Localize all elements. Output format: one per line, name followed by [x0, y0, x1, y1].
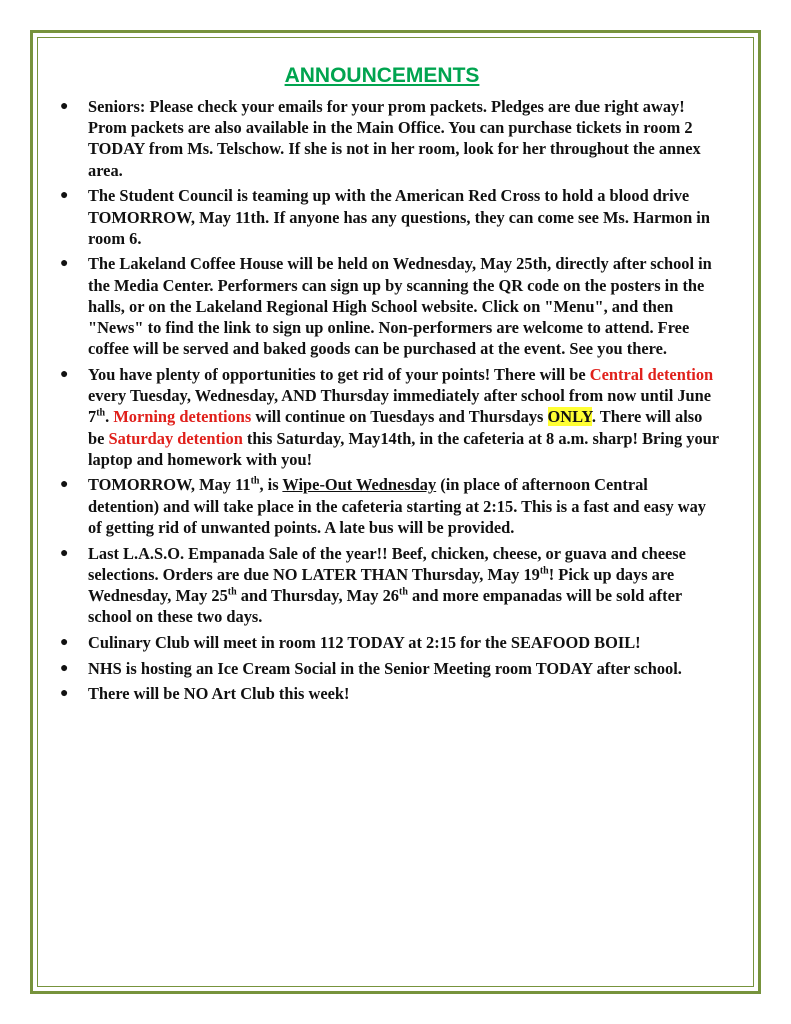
announcement-text: The Lakeland Coffee House will be held on Wednesday, May 25th, directly after school in the Media Center. Performers can sign up by scanning the QR code on the posters in the halls, or on the Lakeland Regional High School website. Click on "Menu", and then "News" to find the link to sign up online. Non-performers are welcome to attend. Free coffee will be served and baked goods can be purchased at the event. See you there. — [88, 254, 712, 359]
announcement-text: Seniors: Please check your emails for your prom packets. Pledges are due right away! Prom packets are also available in the Main Office. You can purchase tickets in room 2 TODAY from Ms. Telschow. If she is not in her room, look for her throughout the annex area. — [88, 97, 701, 180]
announcement-wipeout — [60, 474, 720, 538]
announcement-coffee-house — [60, 253, 720, 359]
announcement-text: Culinary Club will meet in room 112 TODAY at 2:15 for the SEAFOOD BOIL! — [88, 632, 641, 652]
wipeout-wednesday-underline: Wipe-Out Wednesday — [282, 475, 437, 495]
announcement-text: There will be NO Art Club this week! — [88, 684, 350, 704]
text-segment: Last L.A.S.O. Empanada Sale of the year!! Beef, chicken, cheese, or guava and cheese selections. Orders are due NO LATER THAN Thursday, May 19 — [88, 543, 686, 584]
text-segment: will continue on Tuesdays and Thursdays — [251, 407, 548, 427]
text-segment: ! Pick up days are Wednesday, May 25 — [88, 564, 675, 605]
text-segment: (in place of afternoon Central detention) and will take place in the cafeteria starting at 2:15. This is a fast and easy way of getting rid of unwanted points. A late bus will be provided. — [88, 475, 706, 537]
announcement-art-club — [60, 683, 720, 704]
announcement-culinary — [60, 632, 720, 653]
bullet-icon: ● — [60, 366, 69, 382]
text-segment: and Thursday, May 26 — [236, 585, 399, 605]
announcement-nhs — [60, 658, 720, 679]
superscript: th — [539, 565, 549, 577]
superscript: th — [227, 586, 237, 598]
morning-detention-highlight: Morning detentions — [113, 407, 252, 427]
bullet-icon: ● — [60, 188, 69, 204]
text-segment: every Tuesday, Wednesday, AND Thursday immediately after school from now until June 7 — [88, 386, 712, 427]
bullet-icon: ● — [60, 477, 69, 493]
announcement-list — [60, 96, 720, 709]
central-detention-highlight: Central detention — [589, 364, 714, 384]
text-segment: . — [105, 407, 114, 427]
bullet-icon: ● — [60, 686, 69, 702]
bullet-icon: ● — [60, 256, 69, 272]
text-segment: . There will also be — [88, 407, 703, 448]
only-highlight: ONLY — [547, 407, 592, 427]
announcement-seniors — [60, 96, 720, 181]
superscript: th — [399, 586, 408, 598]
superscript: th — [250, 475, 260, 487]
announcement-blood-drive — [60, 185, 720, 249]
bullet-icon: ● — [60, 545, 69, 561]
bullet-icon: ● — [60, 634, 69, 650]
superscript: th — [96, 407, 106, 419]
bullet-icon: ● — [60, 660, 69, 676]
text-segment: You have plenty of opportunities to get rid of your points! There will be — [88, 364, 590, 384]
announcement-detention — [60, 364, 720, 470]
announcement-empanada — [60, 543, 720, 628]
text-segment: this Saturday, May14th, in the cafeteria at 8 a.m. sharp! Bring your laptop and homework with you! — [88, 428, 719, 469]
text-segment: , is — [259, 475, 283, 495]
bullet-icon: ● — [60, 99, 69, 114]
announcement-text: The Student Council is teaming up with the American Red Cross to hold a blood drive TOMORROW, May 11th. If anyone has any questions, they can come see Ms. Harmon in room 6. — [88, 186, 710, 248]
announcement-text: NHS is hosting an Ice Cream Social in the Senior Meeting room TODAY after school. — [88, 658, 682, 678]
saturday-detention-highlight: Saturday detention — [108, 428, 243, 448]
page-title: ANNOUNCEMENTS — [284, 64, 480, 87]
text-segment: and more empanadas will be sold after school on these two days. — [88, 585, 682, 627]
text-segment: TOMORROW, May 11 — [88, 475, 251, 495]
